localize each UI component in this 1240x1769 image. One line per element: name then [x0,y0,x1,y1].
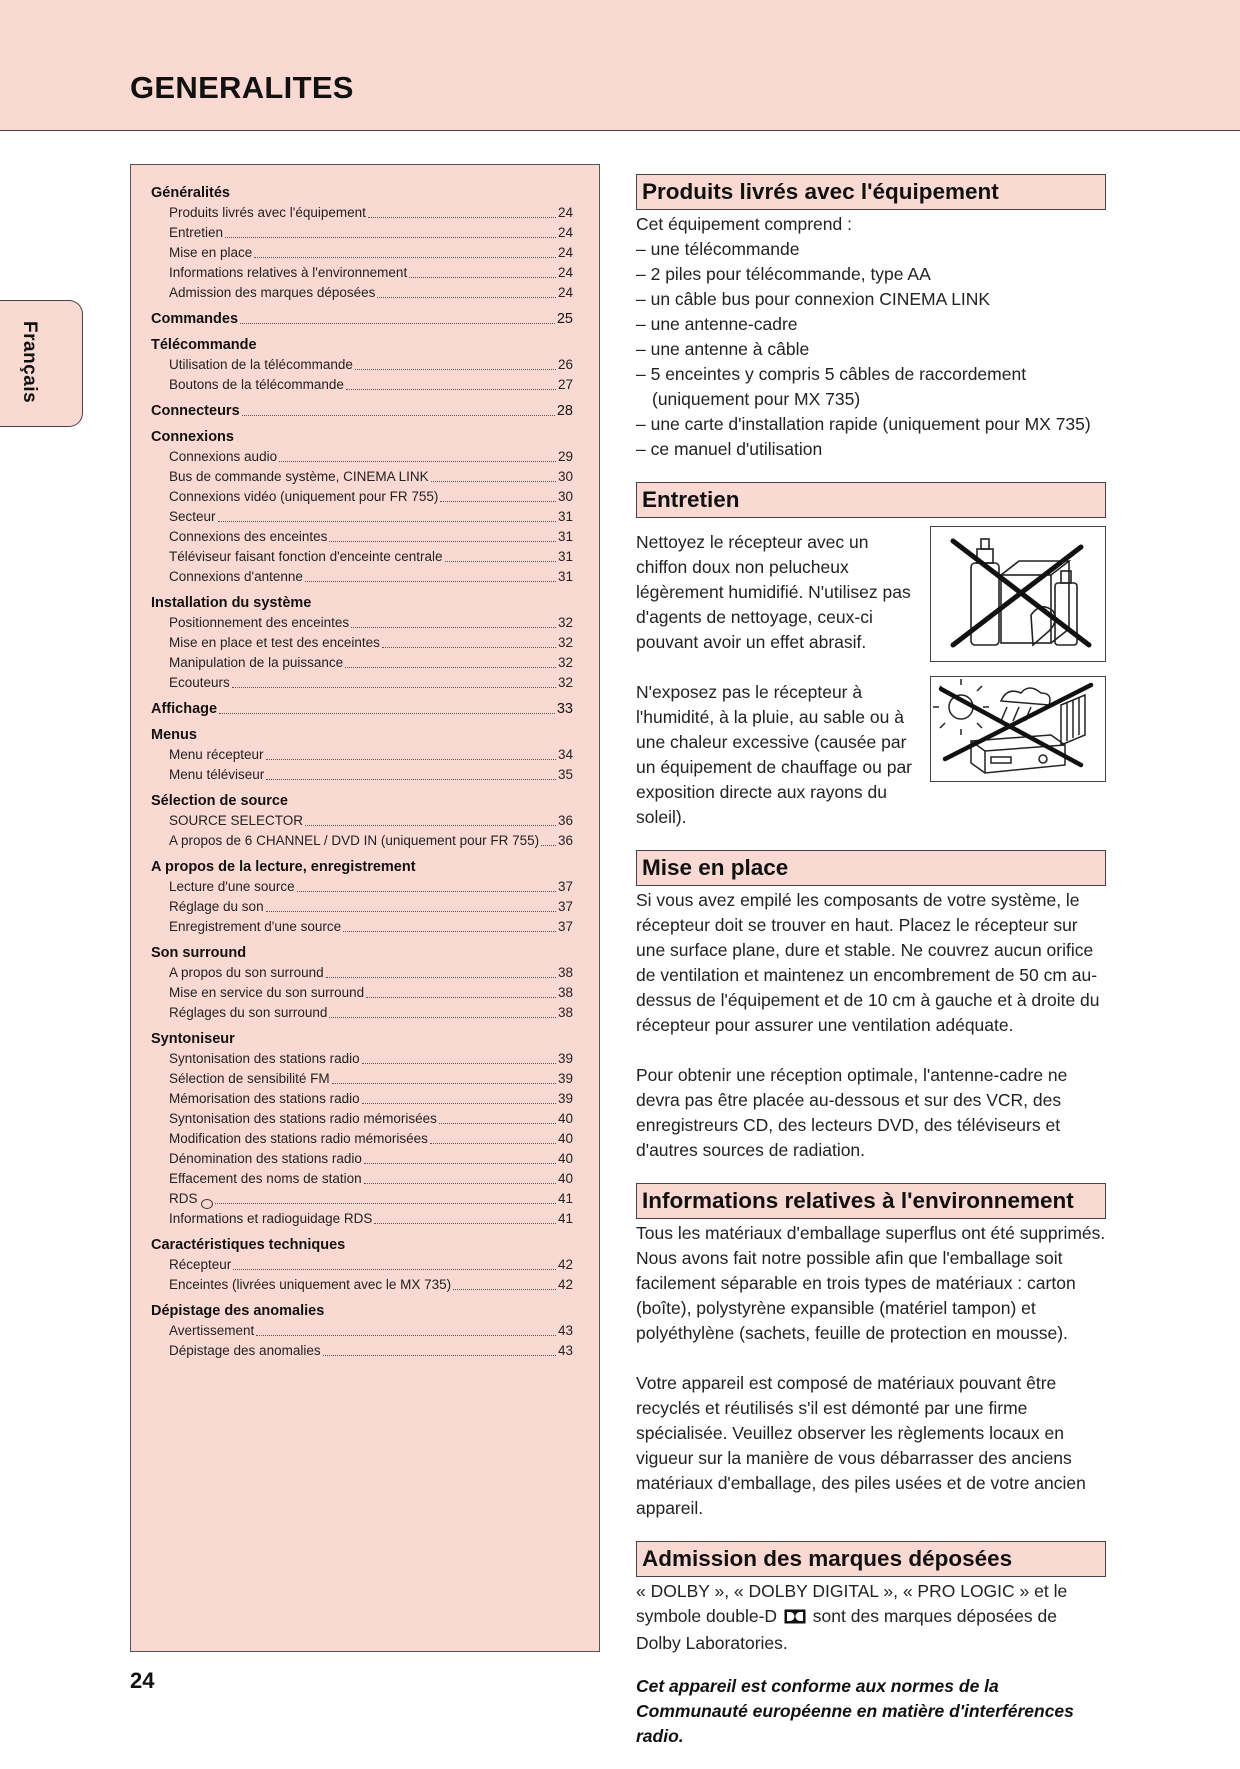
toc-page-number: 37 [557,899,573,914]
toc-section [151,427,573,587]
mise-en-place-para-1: Si vous avez empilé les composants de votre système, le récepteur doit se trouver en haut. Placez le récepteur sur une surface plane, dure et stable. Ne couvrez aucun orifice de ventilation et maintenez un encombrement de 50 cm au-dessus de l'équipement et de 10 cm à gauche et à droite du récepteur pour assurer une ventilation adéquate. [636,890,1100,1035]
toc-entry [151,653,573,673]
toc-page-number: 31 [557,509,573,524]
toc-page-number: 26 [557,357,573,372]
toc-page-number: 38 [557,985,573,1000]
toc-entry [151,983,573,1003]
toc-entry-label: Réglage du son [169,899,264,914]
toc-entry-label: Menu téléviseur [169,767,265,782]
toc-entry-label: Admission des marques déposées [169,285,376,300]
produits-list [636,237,1106,462]
cleaning-agents-prohibited-illustration [930,526,1106,662]
toc-entry [151,507,573,527]
toc-page-number: 38 [557,1005,573,1020]
toc-entry-label: Produits livrés avec l'équipement [169,205,366,220]
toc-entry [151,963,573,983]
toc-entry-label: Mise en place et test des enceintes [169,635,380,650]
toc-page-number: 34 [557,747,573,762]
toc-page-number: 39 [557,1071,573,1086]
toc-entry [151,897,573,917]
toc-entry [151,613,573,633]
dolby-double-d-icon [784,1606,806,1631]
toc-heading [151,1029,573,1049]
toc-heading [151,791,573,811]
toc-entry [151,547,573,567]
toc-heading-label: Menus [151,727,197,743]
table-of-contents [130,164,600,1652]
content-column [636,174,1106,1769]
marques-text-after: sont des marques déposées de Dolby Laboratories. [636,1606,1057,1653]
toc-heading-label: Télécommande [151,337,257,353]
mise-en-place-para-2: Pour obtenir une réception optimale, l'antenne-cadre ne devra pas être placée au-dessous et sur des VCR, des enregistreurs CD, des lecteurs DVD, des téléviseurs et d'autres sources de radiation. [636,1065,1068,1160]
toc-page-number: 31 [557,549,573,564]
toc-entry [151,283,573,303]
list-item: – ce manuel d'utilisation [636,439,823,459]
toc-entry [151,1149,573,1169]
toc-section [151,1029,573,1229]
toc-entry-label: Connexions des enceintes [169,529,328,544]
toc-entry-label: Utilisation de la télécommande [169,357,353,372]
toc-entry-label: RDS [169,1191,198,1206]
toc-heading [151,699,573,719]
toc-section [151,1235,573,1295]
toc-heading-label: Installation du système [151,595,312,611]
list-item: – une télécommande [636,239,800,259]
toc-page-number: 41 [557,1211,573,1226]
toc-entry [151,263,573,283]
toc-section [151,725,573,785]
toc-entry [151,811,573,831]
toc-entry-label: Sélection de sensibilité FM [169,1071,330,1086]
toc-entry-label: Manipulation de la puissance [169,655,344,670]
toc-page-number: 43 [557,1343,573,1358]
toc-page-number: 40 [557,1131,573,1146]
entretien-para-2: N'exposez pas le récepteur à l'humidité, à la pluie, au sable ou à une chaleur excessive (causée par un équipement de chauffage ou par exposition directe aux rayons du soleil). [636,682,913,827]
toc-entry-label: Récepteur [169,1257,232,1272]
toc-entry-label: Effacement des noms de station [169,1171,362,1186]
heat-moisture-prohibited-illustration [930,676,1106,782]
toc-heading-label: Connecteurs [151,403,240,419]
toc-heading-label: Son surround [151,945,247,961]
toc-page-number: 41 [557,1191,573,1206]
toc-entry [151,1109,573,1129]
section-heading: Admission des marques déposées [636,1541,1106,1577]
section-heading: Mise en place [636,850,1106,886]
section-marques [636,1541,1106,1749]
toc-section [151,401,573,421]
toc-page-number: 39 [557,1091,573,1106]
toc-entry [151,745,573,765]
page-title: GENERALITES [130,70,354,105]
toc-entry-label: A propos de 6 CHANNEL / DVD IN (uniquement pour FR 755) [169,833,540,848]
toc-page-number: 32 [557,655,573,670]
toc-entry [151,243,573,263]
toc-page-number: 43 [557,1323,573,1338]
toc-section [151,791,573,851]
toc-entry-label: Mise en service du son surround [169,985,365,1000]
toc-entry-label: Syntonisation des stations radio [169,1051,360,1066]
toc-heading-label: Dépistage des anomalies [151,1303,325,1319]
header-band [0,0,1240,131]
toc-entry-label: Bus de commande système, CINEMA LINK [169,469,429,484]
toc-entry [151,467,573,487]
toc-heading [151,943,573,963]
toc-entry-label: Menu récepteur [169,747,264,762]
toc-page-number: 40 [557,1111,573,1126]
toc-page-number: 42 [557,1257,573,1272]
toc-heading [151,183,573,203]
toc-entry-label: Enregistrement d'une source [169,919,342,934]
toc-section [151,183,573,303]
section-heading: Produits livrés avec l'équipement [636,174,1106,210]
toc-entry [151,1209,573,1229]
toc-entry [151,487,573,507]
list-item: – une antenne-cadre [636,314,798,334]
toc-entry [151,1255,573,1275]
toc-entry [151,1129,573,1149]
toc-entry [151,447,573,467]
toc-heading-label: Connexions [151,429,234,445]
toc-entry [151,765,573,785]
toc-entry [151,1049,573,1069]
toc-entry [151,673,573,693]
toc-entry [151,831,573,851]
toc-entry-label: Connexions audio [169,449,278,464]
toc-section [151,1301,573,1361]
toc-entry-label: Dépistage des anomalies [169,1343,321,1358]
toc-heading [151,1301,573,1321]
toc-heading [151,309,573,329]
toc-page-number: 42 [557,1277,573,1292]
toc-heading [151,1235,573,1255]
toc-entry [151,1089,573,1109]
toc-entry-label: Informations et radioguidage RDS [169,1211,373,1226]
toc-heading-label: A propos de la lecture, enregistrement [151,859,416,875]
toc-entry [151,567,573,587]
toc-page-number: 27 [557,377,573,392]
toc-page-number: 30 [557,469,573,484]
toc-entry-label: Secteur [169,509,216,524]
toc-entry-label: Boutons de la télécommande [169,377,344,392]
toc-entry [151,375,573,395]
produits-intro: Cet équipement comprend : [636,214,852,234]
toc-section [151,857,573,937]
toc-entry-label: Entretien [169,225,224,240]
toc-page-number: 28 [556,403,573,419]
language-label: Français [19,321,40,404]
toc-entry-label: Avertissement [169,1323,255,1338]
list-item: – un câble bus pour connexion CINEMA LINK [636,289,991,309]
toc-entry-label: Mise en place [169,245,253,260]
toc-entry [151,917,573,937]
toc-page-number: 32 [557,615,573,630]
toc-entry-label: Lecture d'une source [169,879,295,894]
toc-heading-label: Caractéristiques techniques [151,1237,346,1253]
toc-entry [151,1169,573,1189]
toc-entry [151,1189,573,1209]
toc-page-number: 40 [557,1171,573,1186]
toc-page-number: 29 [557,449,573,464]
toc-heading-label: Généralités [151,185,230,201]
toc-entry-label: Connexions vidéo (uniquement pour FR 755) [169,489,439,504]
toc-entry [151,527,573,547]
toc-entry [151,877,573,897]
section-environnement [636,1183,1106,1521]
list-item: – 2 piles pour télécommande, type AA [636,264,931,284]
toc-section [151,309,573,329]
language-tab [0,300,83,427]
toc-entry-label: Positionnement des enceintes [169,615,350,630]
toc-entry [151,355,573,375]
toc-entry-label: Mémorisation des stations radio [169,1091,360,1106]
toc-section [151,699,573,719]
section-heading: Informations relatives à l'environnement [636,1183,1106,1219]
toc-entry-label: Téléviseur faisant fonction d'enceinte centrale [169,549,443,564]
toc-page-number: 31 [557,569,573,584]
toc-entry [151,633,573,653]
toc-entry-label: A propos du son surround [169,965,324,980]
toc-entry [151,203,573,223]
compliance-statement: Cet appareil est conforme aux normes de la Communauté européenne en matière d'interférences radio. [636,1676,1074,1746]
toc-page-number: 40 [557,1151,573,1166]
toc-page-number: 37 [557,879,573,894]
section-heading: Entretien [636,482,1106,518]
toc-page-number: 32 [557,675,573,690]
rds-logo-icon [201,1199,213,1209]
toc-page-number: 39 [557,1051,573,1066]
toc-section [151,335,573,395]
toc-entry-label: Réglages du son surround [169,1005,328,1020]
toc-entry-label: Enceintes (livrées uniquement avec le MX 735) [169,1277,452,1292]
toc-page-number: 36 [557,833,573,848]
page-number: 24 [130,1668,155,1693]
toc-entry [151,223,573,243]
toc-heading [151,401,573,421]
list-item: – 5 enceintes y compris 5 câbles de raccordement (uniquement pour MX 735) [636,364,1027,409]
toc-page-number: 24 [557,245,573,260]
toc-entry-label: Informations relatives à l'environnement [169,265,408,280]
list-item: – une antenne à câble [636,339,810,359]
toc-entry-label: Ecouteurs [169,675,230,690]
environnement-para-1: Tous les matériaux d'emballage superflus ont été supprimés. Nous avons fait notre possible afin que l'emballage soit facilement séparable en trois types de matériaux : carton (boîte), polystyrène expansible (matériel tampon) et polyéthylène (sachets, feuille de protection en mousse). [636,1223,1106,1343]
toc-entry-label: Dénomination des stations radio [169,1151,362,1166]
toc-heading-label: Commandes [151,311,239,327]
toc-entry [151,1069,573,1089]
entretien-para-1: Nettoyez le récepteur avec un chiffon doux non pelucheux légèrement humidifié. N'utilisez pas d'agents de nettoyage, ceux-ci pouvant avoir un effet abrasif. [636,532,911,652]
toc-page-number: 24 [557,225,573,240]
toc-page-number: 38 [557,965,573,980]
toc-entry-label: Connexions d'antenne [169,569,303,584]
toc-entry [151,1003,573,1023]
toc-entry [151,1275,573,1295]
toc-page-number: 24 [557,205,573,220]
section-mise-en-place [636,850,1106,1163]
marques-text-before: « DOLBY », « DOLBY DIGITAL », « PRO LOGIC » et le symbole double-D [636,1581,1068,1626]
toc-entry-label: SOURCE SELECTOR [169,813,304,828]
toc-page-number: 31 [557,529,573,544]
toc-heading [151,857,573,877]
section-produits [636,174,1106,462]
toc-heading [151,593,573,613]
toc-heading-label: Sélection de source [151,793,288,809]
environnement-para-2: Votre appareil est composé de matériaux pouvant être recyclés et réutilisés s'il est démonté par une firme spécialisée. Veuillez observer les règlements locaux en vigueur sur la manière de vous débarrasser des anciens matériaux d'emballage, des piles usées et de votre ancien appareil. [636,1373,1086,1518]
toc-section [151,943,573,1023]
toc-page-number: 24 [557,265,573,280]
toc-heading [151,427,573,447]
toc-page-number: 24 [557,285,573,300]
toc-page-number: 30 [557,489,573,504]
toc-page-number: 32 [557,635,573,650]
toc-heading [151,725,573,745]
toc-heading-label: Syntoniseur [151,1031,235,1047]
list-item: – une carte d'installation rapide (uniquement pour MX 735) [636,414,1091,434]
toc-heading [151,335,573,355]
toc-section [151,593,573,693]
toc-page-number: 37 [557,919,573,934]
toc-page-number: 33 [556,701,573,717]
section-entretien [636,482,1106,830]
toc-heading-label: Affichage [151,701,218,717]
toc-page-number: 36 [557,813,573,828]
toc-page-number: 35 [557,767,573,782]
toc-entry-label: Syntonisation des stations radio mémorisées [169,1111,437,1126]
toc-entry [151,1321,573,1341]
toc-entry [151,1341,573,1361]
toc-page-number: 25 [556,311,573,327]
toc-entry-label: Modification des stations radio mémorisées [169,1131,428,1146]
